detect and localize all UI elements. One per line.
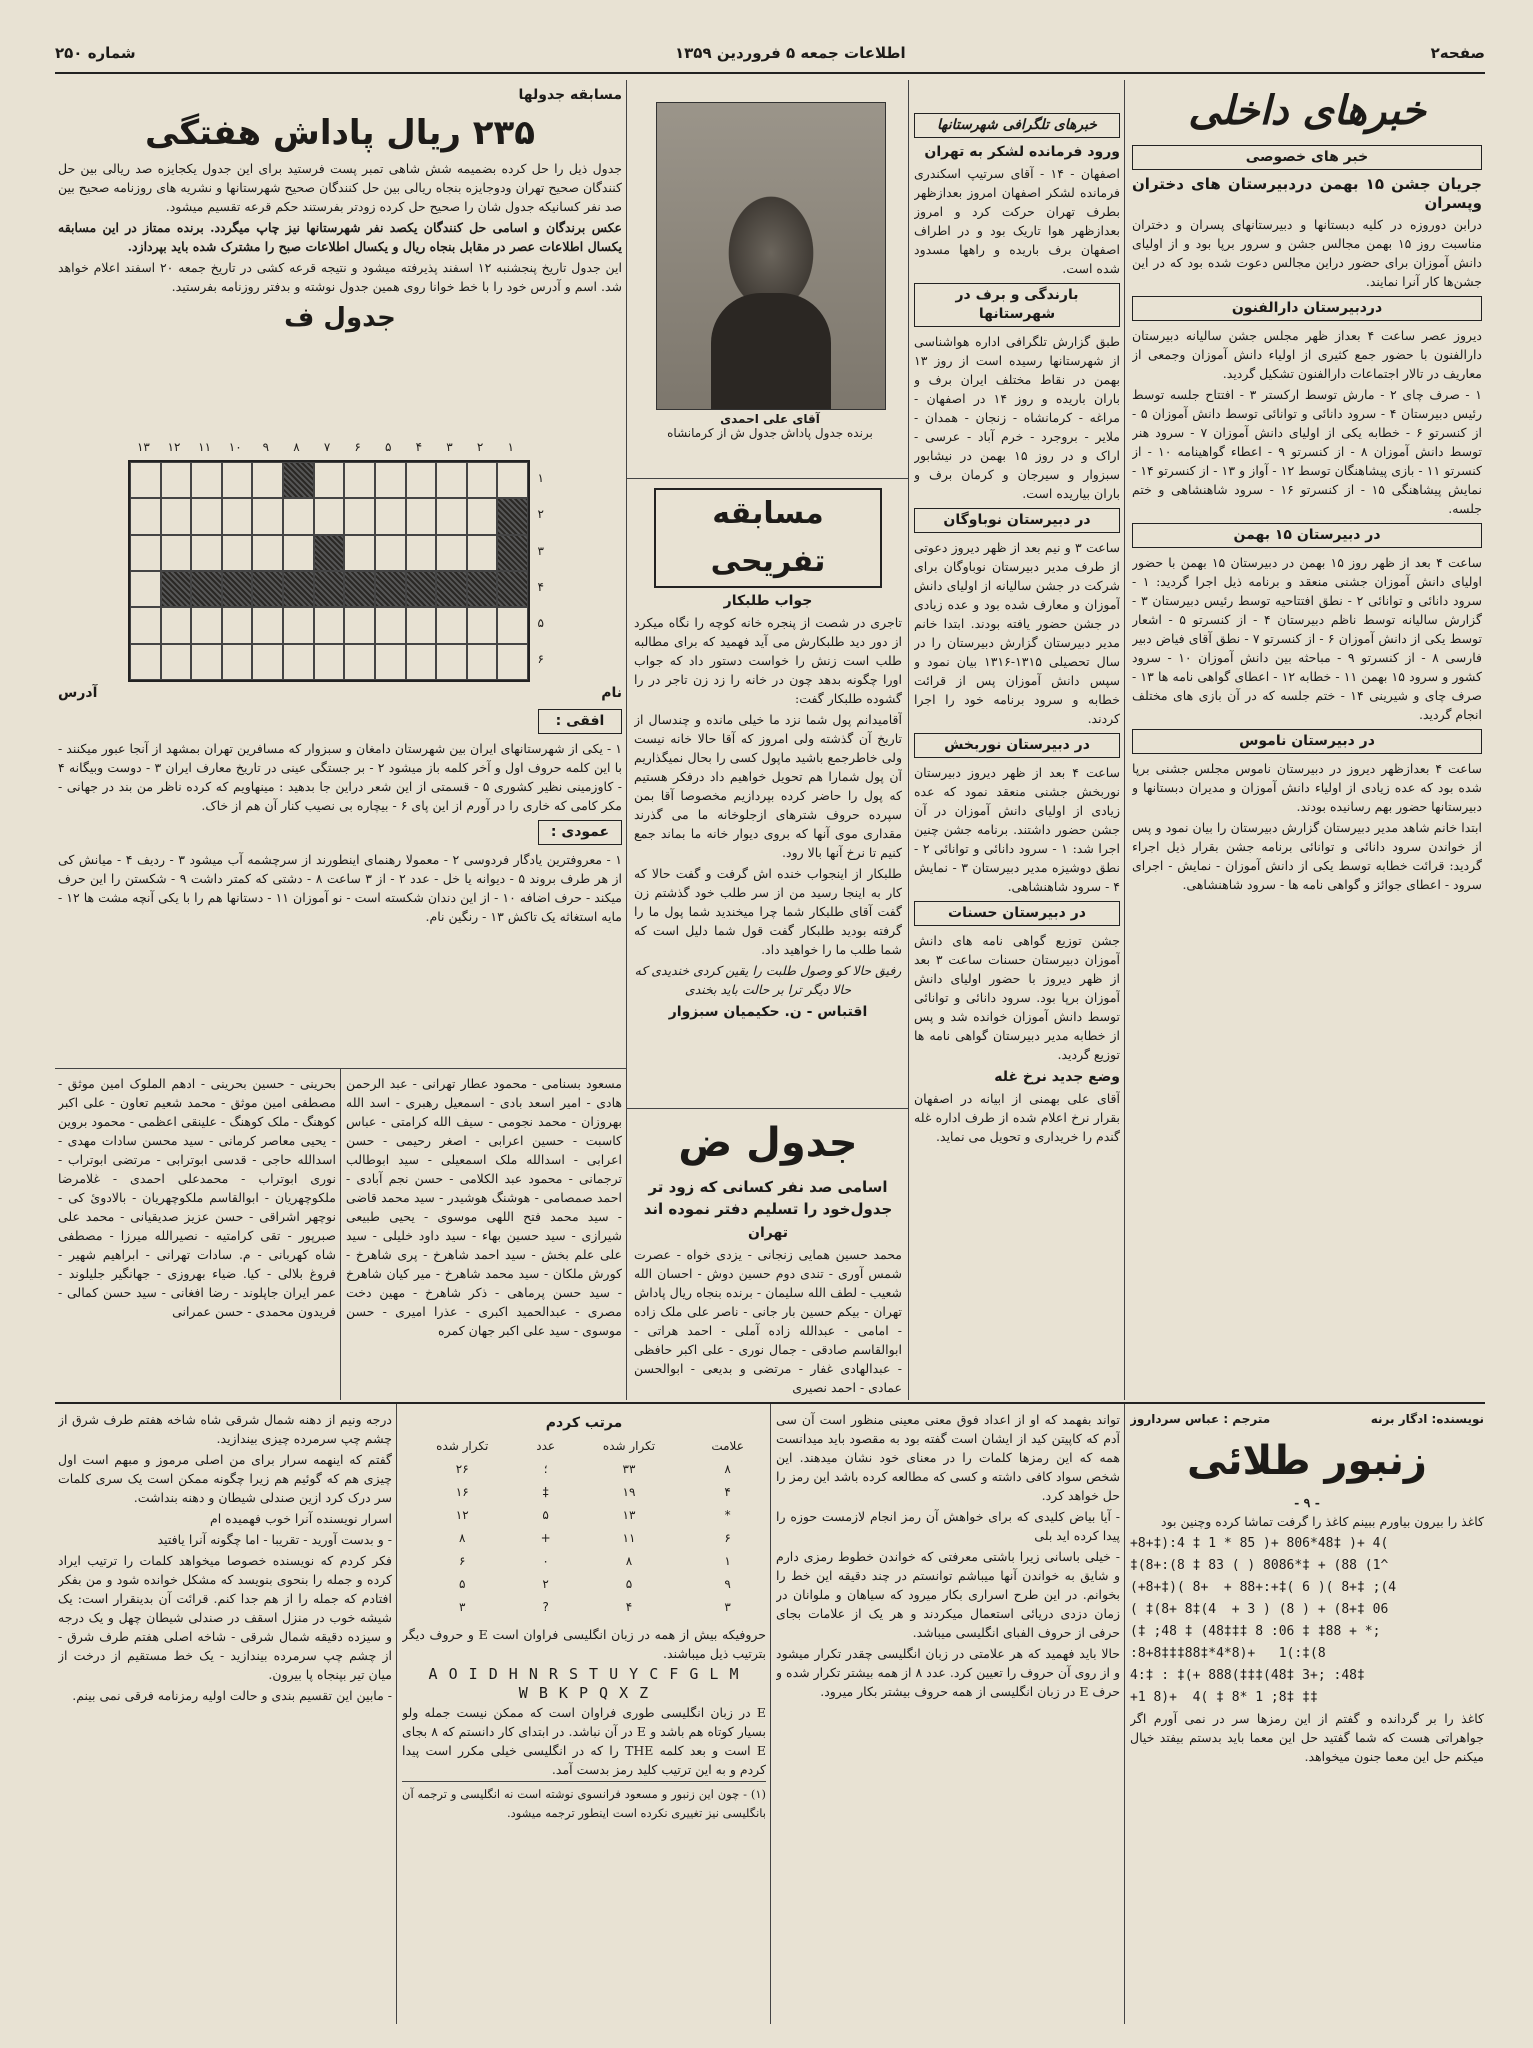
- news-headline: در دبیرستان نوباوگان: [914, 508, 1120, 533]
- story-credits: [1130, 1410, 1484, 1429]
- domestic-news-column: [1132, 82, 1482, 1398]
- table-row: ۴ ۱۹ ‡ ۱۶: [455, 1485, 731, 1499]
- news-paragraph: ساعت ۴ بعد از ظهر روز ۱۵ بهمن در دبیرستان ۱۵ بهمن با حضور اولیای دانش آموزان جشنی منعقد و برنامه ذیل اجرا گردید: ۱ - سرود دانائی و توانائی ۲ - نطق افتتاحیه توسط رئیس دبیرستان ۳ - گزارش سالیانه توسط ناظم دبیرستان ۴ - از کنسرتو ۵ - اشعار توسط یکی از دانش آموزان ۶ - از کنسرتو ۷ - نطق آقای فیاض دبیر فارسی ۸ - از کنسرتو ۹ - مباحثه بین دانش آموزان ۱۰ - سرود کشور و سرود ۱۵ بهمن ۱۱ - خطابه ۱۲ - اعطای گواهی نامه ها ۱۳ - صرف چای و شیرینی ۱۴ - ختم جلسه که در آن بازی های مختلف انجام گردید.: [1132, 555, 1482, 722]
- winner-name: آقای علی احمدی: [720, 412, 820, 426]
- story-continuation-column: [58, 1410, 392, 2022]
- grid-row-numbers: ۱ ۲ ۳ ۴ ۵ ۶: [537, 471, 544, 667]
- jadval-z-column: [634, 1114, 902, 1398]
- column-rule: [626, 80, 627, 1400]
- news-headline: در دبیرستان حسنات: [914, 901, 1120, 926]
- jadval-z-city: تهران: [748, 1225, 788, 1241]
- news-headline: در دبیرستان نوربخش: [914, 733, 1120, 758]
- table-header: علامت: [711, 1439, 744, 1453]
- winners-list: بحرینی - حسین بحرینی - ادهم الملوک امین موثق - مصطفی امین موثق - محمد شعیم تعاون - علی اکبر کوهنگ - ملک کوهنگ - علینقی اعظمی - محمود بروین - یحیی معاصر کرمانی - سید محسن سادات مهدی - اسدالله حاجی - قدسی ابوترابی - مرتضی ابوتراب - نوری ابوتراب - محمدعلی احمدی - غلامرضا ملکوچهریان - ابوالقاسم ملکوچهریان - بالادوئ کی - نوچهر اشراقی - حسن عزیز صدیقیانی - محمد علی صبرپور - تقی کرامتیه - نصیرالله میرزا - مصطفی شاه کهربانی - م. سادات تهرانی - ابراهیم شهیر - فروغ بلالی - کیا. ضیاء بهروزی - جهانگیر جلیلوند - عمر ایران جاپلوند - رضا افغانی - سید حسن کمالی - فریدون محمدی - حسن عمرانی: [58, 1076, 336, 1319]
- table-header: تکرار شده: [602, 1439, 656, 1453]
- table-header: عدد: [536, 1439, 556, 1453]
- frequency-column: [402, 1410, 766, 2022]
- footnote: (۱) - چون این زنبور و مسعود فرانسوی نوشته است نه انگلیسی و ترجمه آن بانگلیسی نیز تغییری نکرده است اینطور ترجمه میشود.: [402, 1781, 766, 1823]
- news-headline: ورود فرمانده لشکر به تهران: [924, 144, 1120, 160]
- address-label: آدرس: [58, 685, 98, 701]
- zanbur-part: - ۹ -: [1294, 1495, 1320, 1510]
- contest-label: مسابقه جدولها: [518, 87, 622, 103]
- private-news-heading: خبر های خصوصی: [1132, 145, 1482, 170]
- story-paragraph: طلبکار از اینجواب خنده اش گرفت و گفت حالا که کار به اینجا رسید من از سر طلب خود گذشتم زن گفت آقای طلبکار شما چرا میخندید شما پول ما را گرفته بودید طلبکار گفت قول شما دلیل است که شما طلب ما را خواهید داد.: [634, 866, 902, 957]
- jadval-z-subtitle: اسامی صد نفر کسانی که زود تر جدول‌خود را تسلیم دفتر نموده اند: [643, 1178, 893, 1218]
- story-signature: اقتباس - ن. حکیمیان سبزوار: [668, 1004, 868, 1020]
- table-header-row: [402, 1435, 766, 1458]
- zanbur-paragraph: کاغذ را بر گردانده و گفتم از این رمزها سر در نمی آورم اگر جواهراتی هست که شما گفتید حل این معما باید بدستم بیفتد خیال میکنم حل این معما جنون میخواهد.: [1130, 1711, 1484, 1764]
- contest-paragraph: این جدول تاریخ پنجشنبه ۱۲ اسفند پذیرفته میشود و نتیجه قرعه کشی در تاریخ جمعه ۲۰ اسفند اعلام خواهد شد. اسم و آدرس خود را با خط خوانا روی همین جدول نوشته و بدفتر روزنامه بفرستید.: [58, 260, 622, 294]
- alphabet-line: A O I D H N R S T U Y C F G L M: [428, 1665, 740, 1683]
- entertainment-title: مسابقه تفریحی: [654, 488, 882, 588]
- story-paragraph: - و بدست آورید - تقریبا - اما چگونه آنرا یافتید: [157, 1532, 392, 1547]
- story-paragraph: تواند بفهمد که او از اعداد فوق معنی معینی منظور است آن سی آدم که کاپیتن کید از ایشان است گفته بود به مقصود باید میدانست همه که این رمزها کلمات را در معنای خود نشان میدهند. این شخص سواد کافی داشته و کسی که مطالعه کرده باشد این رمز را حل خواهد کرد.: [776, 1412, 1120, 1503]
- contest-paragraph: جدول ذیل را حل کرده بضمیمه شش شاهی تمبر پست فرستید برای این جدول یکجایزه صد ریالی بین حل کنندگان صحیح تهران ودوجایزه بنجاه ریالی بین حل کنندگان صحیح شهرستانها و نشریه های روزنامه صحیح بین صد نفر کسانیکه جدول شان را صحیح حل کرده زودتر بفرستند حکم قرعه تقسیم میشود.: [58, 161, 622, 214]
- clues-column: [58, 684, 622, 1064]
- down-clues: ۱ - معروفترین یادگار فردوسی ۲ - معمولا رهنمای اینطورند از سرچشمه آب میشود ۳ - ردیف ۴ - میانش کی از هر طرف بروند ۵ - دیوانه یا خل - عدد ۲ - از ۳ ساعت ۸ - دشتی که کمتر داشت ۹ - شکستن را این حرف میکند - حرف اضافه ۱۰ - از این دندان شکسته است - نو آموزان ۱۱ - دستانها هم را با یکی آنچه مشت ها ۱۲ - مایه استغاثه یک تاکش ۱۳ - رنگین نام.: [58, 852, 622, 924]
- name-address-line: [58, 684, 622, 703]
- across-heading: افقی :: [538, 709, 622, 734]
- names-list-a: [346, 1074, 622, 1398]
- table-row: ۳ ۴ ? ۳: [459, 1600, 731, 1614]
- entertainment-column: [634, 484, 902, 1104]
- story-translator: مترجم : عباس سرداروز: [1130, 1412, 1271, 1426]
- frequency-table: [402, 1435, 766, 1619]
- winners-list: مسعود بسنامی - محمود عطار تهرانی - عبد الرحمن هادی - امیر اسعد بادی - اسمعیل رهبری - اسد الله بهروزان - محمد نجومی - سیف الله کرامتی - عباس کاسبت - حسین اعرابی - اصغر رحیمی - حسن اعرابی - اسدالله ملک اسمعیلی - سید ابوطالب ترجمانی - محمود عبد الکلامی - حسن نجم آبادی - احمد صمصامی - هوشنگ هوشیدر - سید محمد قاضی - سید محمد فتح اللهی موسوی - یحیی طبیعی شیرازی - سید حسین بهاء - سید داود خلیلی - سید علی علم بخش - سید احمد شاهرخ - پری شاهرخ - کورش ملکان - سید محمد شاهرخ - میر کیان شاهرخ - سید حسن پرماهی - ذکر شاهرخ - مهین دخت مصری - عبدالحمید اکبری - عذرا امیری - حسن موسوی - سید علی اکبر جهان کمره: [346, 1076, 622, 1338]
- page-header: [55, 38, 1485, 74]
- story-paragraph: - آیا بیاض کلیدی که برای خواهش آن رمز انجام لازمست حوزه را پیدا کرده اید بلی: [776, 1509, 1120, 1543]
- domestic-news-title: خبرهای داخلی: [1188, 88, 1426, 134]
- column-rule: [1124, 1404, 1125, 2024]
- zanbur-paragraph: کاغذ را بیرون بیاورم ببینم کاغذ را گرفت تماشا کرده وچنین بود: [1161, 1514, 1484, 1529]
- table-row: ۱ ۸ ۰ ۶: [459, 1554, 731, 1568]
- column-rule: [1124, 80, 1125, 1400]
- zanbur-title: زنبور طلائی: [1187, 1438, 1427, 1484]
- entertainment-subtitle: جواب طلبکار: [723, 593, 813, 609]
- story-author: نویسنده: ادگار برنه: [1370, 1412, 1484, 1426]
- news-paragraph: ساعت ۳ و نیم بعد از ظهر دیروز دعوتی از طرف مدیر دبیرستان نوباوگان برای شرکت در جشن سالیانه از اولیای دانش آموزان و معارف شده بود و عده زیادی در جشن حضور یافته بودند. ابتدا خانم مدیر دبیرستان گزارش دبیرستان را در سال تحصیلی ۱۳۱۵-۱۳۱۶ بیان نمود و سپس دانش آموزان پس از قرائت خطابه و سرود برنامه خود را اجرا کردند.: [914, 540, 1120, 726]
- down-heading: عمودی :: [538, 820, 622, 845]
- issue-number: شماره ۲۵۰: [55, 44, 136, 62]
- crossword-grid: [128, 460, 530, 682]
- issue-date: اطلاعات جمعه ۵ فروردین ۱۳۵۹: [675, 44, 906, 62]
- table-row: ۹ ۵ ۲ ۵: [459, 1577, 731, 1591]
- news-paragraph: طبق گزارش تلگرافی اداره هواشناسی از شهرستانها رسیده است از روز ۱۳ بهمن در نقاط مختلف ایران برف و باران باریده و روز ۱۴ در اصفهان - مراغه - کرمانشاه - زنجان - همدان - ملایر - بروجرد - خرم آباد - عرسی - اراک و در روز ۱۵ بهمن در نیشابور سبزوار و سیرجان و کرمان برف و باران بیاریده است.: [914, 334, 1120, 501]
- news-headline: وضع جدید نرخ غله: [994, 1069, 1120, 1085]
- frequency-note: حروفیکه بیش از همه در زبان انگلیسی فراوان است E و حروف دیگر بترتیب ذیل میباشند.: [402, 1627, 766, 1661]
- table-row: * ۱۳ ۵ ۱۲: [455, 1508, 731, 1522]
- winner-photo: [656, 102, 886, 410]
- table-row: ۸ ۳۳ ؛ ۲۶: [455, 1462, 731, 1476]
- table-row: ۶ ۱۱ + ۸: [459, 1531, 731, 1545]
- cipher-explanation-column: [776, 1410, 1120, 2022]
- story-paragraph: اسرار نویسنده آنرا خوب فهمیده ام: [209, 1511, 392, 1526]
- story-paragraph: آقامیدانم پول شما نزد ما خیلی مانده و چندسال از تاریخ آن گذشته ولی امروز که آقا حالا خانه نیست ولی خاطرجمع باشید ماپول کسی را بحال نمیگذاریم آن پول شمارا هم تحویل خواهیم داد درفکر هستیم که پول را حاضر کرده بپردازیم مخصوصا آقا بمن سپرده حروف شترهای ازجلوخانه ما می گذرند مقداری موی آنها که بروی دیوار خانه ما بماند جمع کنیم تا نرخ آنها بالا رود.: [634, 712, 902, 860]
- story-paragraph: - مابین این تقسیم بندی و حالت اولیه رمزنامه فرقی نمی بینم.: [72, 1688, 392, 1703]
- story-paragraph: حالا باید فهمید که هر علامتی در زبان انگلیسی چقدر تکرار میشود و از روی آن حروف را تعیین کرد. عدد ۸ از همه بیشتر تکرار شده و حرف E در زبان انگلیسی از همه حروف بیشتر بکار میرود.: [776, 1646, 1120, 1699]
- news-paragraph: ابتدا خانم شاهد مدیر دبیرستان گزارش دبیرستان را بیان نمود و پس از خواندن سرود دانائی و توانائی برنامه جشن بقرار ذیل اجراء گردید: قرائت خطابه توسط یکی از دانش آموزان - نمایش - اجرای سرود - اعطای جوائز و گواهی نامه ها - سرود شاهنشاهی.: [1132, 820, 1482, 892]
- news-headline: بارندگی و برف در شهرستانها: [914, 283, 1120, 327]
- news-paragraph: ساعت ۴ بعدازظهر دیروز در دبیرستان ناموس مجلس جشنی برپا شده بود که عده زیادی از اولیاء دانش آموزان و مدیران دبستانها و دبیرستانها حضور بهم رسانیده بودند.: [1132, 761, 1482, 814]
- contest-column: [58, 82, 622, 432]
- alphabet-line: W B K P Q X Z: [518, 1684, 650, 1702]
- news-headline: در دبیرستان ناموس: [1132, 729, 1482, 754]
- column-rule: [396, 1404, 397, 2024]
- news-headline: دردبیرستان دارالفنون: [1132, 296, 1482, 321]
- news-paragraph: آقای علی بهمنی از ابیانه در اصفهان بقرار نرخ اعلام شده از طرف اداره غله گندم را خریداری و تحویل می نماید.: [914, 1091, 1120, 1144]
- cipher-text: +8+‡):4 ‡ 1 * 85 )+ 806*48‡ )+ 4( ‡(8+:(8 ‡ 83 ( ) 8086*‡ + (88 (1^ (+8+‡)( 8+ + 88+:+‡( 6 )( 8+‡ ;(4 ( ‡(8+ 8‡(4 + 3 ) (8 ) + (8+‡ 06 (‡ ;48 ‡ (48‡‡‡ 8 :06 ‡ ‡88 + *; :8+8‡‡‡88‡*4*8)+ 1(:‡(8 4:‡ : ‡(+ 888(‡‡‡(48‡ 3+; :48‡ +1 8)+ 4( ‡ 8* 1 ;8‡ ‡‡: [1130, 1536, 1397, 1705]
- news-paragraph: جشن توزیع گواهی نامه های دانش آموزان دبیرستان حسنات ساعت ۳ بعد از ظهر دیروز با حضور اولیای دانش آموزان برپا بود. سرود دانائی و توانائی توسط دانش آموزان خوانده شد و پس از خطابه مدیر دبیرستان گواهی نامه ها توزیع گردید.: [914, 933, 1120, 1062]
- frequency-title: مرتب کردم: [545, 1415, 623, 1431]
- story-paragraph: فکر کردم که نویسنده خصوصا میخواهد کلمات را ترتیب ایراد کرده و جمله را بنحوی بنویسد که مشکل خوانده شود و من بفکر افتادم که جمله را از هم جدا کنم. قرائت آن بدینقرار است: یک شیشه خوب در منزل اسقف در صندلی شیطان چهل و یک درجه و سیزده دقیقه شمال شرقی - شاخه اصلی هفتم طرف شرق - از چشم چپ سرمرده بیندازید - یک خط مستقیم از درخت از میان تیر بپنجاه پا بیرون.: [58, 1553, 392, 1682]
- zanbur-column: [1130, 1410, 1484, 2022]
- column-rule: [770, 1404, 771, 2024]
- grid-title: جدول ف: [284, 303, 396, 333]
- jadval-z-title: جدول ض: [678, 1120, 858, 1166]
- story-paragraph: درجه ونیم از دهنه شمال شرقی شاه شاخه هفتم طرف شرق از چشم چپ سرمرده چیزی بیندازید.: [58, 1412, 392, 1446]
- column-rule: [340, 1068, 341, 1400]
- section-rule: [626, 1108, 908, 1109]
- news-paragraph: ۱ - صرف چای ۲ - مارش توسط ارکستر ۳ - افتتاح جلسه توسط رئیس دبیرستان ۴ - سرود دانائی و توانائی توسط دانش آموزان ۵ - از کنسرتو ۶ - خطابه یکی از اولیای دانش آموزان ۷ - سرود هنر توسط دانش آموزان ۸ - از کنسرتو ۹ - اعطاء گواهینامه ۱۰ - از کنسرتو ۱۱ - بازی پیشاهنگان توسط ۱۲ - آواز و ۱۳ - از کنسرتو ۱۴ - نمایش پیشاهنگی ۱۵ - از کنسرتو ۱۶ - سرود شاهنشاهی و ختم جلسه.: [1132, 387, 1482, 516]
- news-paragraph: اصفهان - ۱۴ - آقای سرتیپ اسکندری فرمانده لشکر اصفهان امروز بعدازظهر بطرف تهران حرکت کرد و امروز بعدازظهر هوا تاریک بود و در اطراف اصفهان برف باریده و راهها مسدود شده است.: [914, 166, 1120, 276]
- story-verse: رفیق حالا کو وصول طلبت را یقین کردی خندیدی که حالا دیگر ترا بر حالت باید بخندی: [634, 963, 902, 997]
- names-list-b: [58, 1074, 336, 1398]
- across-clues: ۱ - یکی از شهرستانهای ایران بین شهرستان دامغان و سبزوار که مسافرین تهران بمشهد از آنجا عبور میکنند - با این کلمه حروف اول و آخر کلمه باز میشود ۲ - بر جستگی عینی در تاریخ معارف ایران ۳ - دوست وبیگانه ۴ - کاوزمینی نظیر کشوری ۵ - قسمتی از این شعر دراین جا بدهید : مینهاویم که کرده ناظر من بند در جهانی - مکر کامی که خاری را در آورم از این پای ۶ - بیچاره بی نصیب کنار آن هم از خاک.: [58, 741, 622, 813]
- contest-paragraph: عکس برندگان و اسامی حل کنندگان یکصد نفر شهرستانها نیز چاپ میگردد. برنده ممتاز در این مسابقه یکسال اطلاعات عصر در مقابل بنجاه ریال و یکسال اطلاعات صبح را مشترک شده باید بپردازد.: [58, 220, 622, 254]
- table-header: تکرار شده: [436, 1439, 489, 1453]
- news-paragraph: درابن دوروزه در کلیه دبستانها و دبیرستانهای پسران و دختران مناسبت روز ۱۵ بهمن مجالس جشن و سرور برپا بود و از اولیای دانش آموزان برای حضور دراین مجالس دعوت شده بود که در این جشن‌ها کار آنرا نمایند.: [1132, 217, 1482, 289]
- telegraph-news-title: خبرهای تلگرافی شهرستانها: [914, 113, 1120, 138]
- column-rule: [908, 80, 909, 1400]
- news-paragraph: دیروز عصر ساعت ۴ بعداز ظهر مجلس جشن سالیانه دبیرستان دارالفنون با حضور جمع کثیری از اولیاء دانش آموزان وجمعی از معاریف در تالار اجتماعات دارالفنون تشکیل گردید.: [1132, 328, 1482, 381]
- section-rule: [626, 478, 908, 479]
- winner-caption: برنده جدول پاداش جدول ش از کرمانشاه: [667, 426, 873, 440]
- grid-column-numbers: ۱ ۲ ۳ ۴ ۵ ۶ ۷ ۸ ۹ ۱۰ ۱۱ ۱۲ ۱۳: [136, 440, 514, 454]
- news-headline: در دبیرستان ۱۵ بهمن: [1132, 523, 1482, 548]
- telegraph-news-column: [914, 108, 1120, 1398]
- story-paragraph: تاجری در شصت از پنجره خانه کوچه را نگاه میکرد از دور دید طلبکارش می آید فهمید که برای مطالبه طلب است زنش را خواست دستور داد که جواب اورا چگونه بدهد چون در خانه را زد زن تاجر در را گشوده طلبکار گفت:: [634, 615, 902, 706]
- page-number: صفحه۲: [1430, 44, 1485, 62]
- winners-list: محمد حسین همایی زنجانی - یزدی خواه - عصرت شمس آوری - تندی دوم حسین دوش - احسان الله شعیب - لطف الله سلیمان - برنده بنجاه ریال پاداش تهران - بیکم حسین بار جانی - ناصر علی ملک زاده - امامی - عبدالله زاده آملی - احمد هراتی - ابوالقاسم صادقی - جمال نوری - علی اکبر حافظی - عبدالهادی غفار - مرتضی و بدیعی - ابوالحسن عمادی - احمد نصیری: [634, 1247, 902, 1395]
- story-paragraph: - خیلی باسانی زیرا باشتی معرفتی که خواندن خطوط رمزی دارم و شایق به خواندن آنها میباشم توانستم در چند دقیقه این خط را بخوانم. در این طرح اسراری بکار میرود که سیاهان و ملوانان در زمان دزدی دریائی استعمال میکردند و هر یک از علامات بجای حرفی از حروف الفبای انگلیسی میباشد.: [776, 1549, 1120, 1640]
- name-label: نام: [601, 685, 622, 701]
- photo-caption: [656, 412, 884, 440]
- story-paragraph: گفتم که اینهمه سرار برای من اصلی مرموز و مبهم است اول چیزی هم که گوئیم هم زیرا چگونه ممکن است یک سری کلمات سر درک کرد ازین صندلی شیطان و دهنه بنداشت.: [58, 1452, 392, 1505]
- contest-title: ۲۳۵ ریال پاداش هفتگی: [144, 113, 536, 153]
- news-paragraph: ساعت ۴ بعد از ظهر دیروز دبیرستان نوربخش جشنی منعقد نمود که عده زیادی از اولیای دانش آموزان در آن جشن حضور داشتند. برنامه جشن چنین اجرا شد: ۱ - سرود دانائی و توانائی ۲ - نطق دوشیزه مدیر دبیرستان ۳ - نمایش ۴ - سرود شاهنشاهی.: [914, 765, 1120, 894]
- story-paragraph: E در زبان انگلیسی طوری فراوان است که ممکن نیست جمله ولو بسیار کوتاه هم باشد و E در آن نباشد. در ابتدای کار دانستم که ۸ بجای E است و بعد کلمه THE را که در انگلیسی خیلی مکرر است پیدا کردم و به این ترتیب کلید رمز بدست آمد.: [402, 1705, 766, 1777]
- news-headline: جریان جشن ۱۵ بهمن دردبیرستان های دختران وپسران: [1132, 175, 1482, 212]
